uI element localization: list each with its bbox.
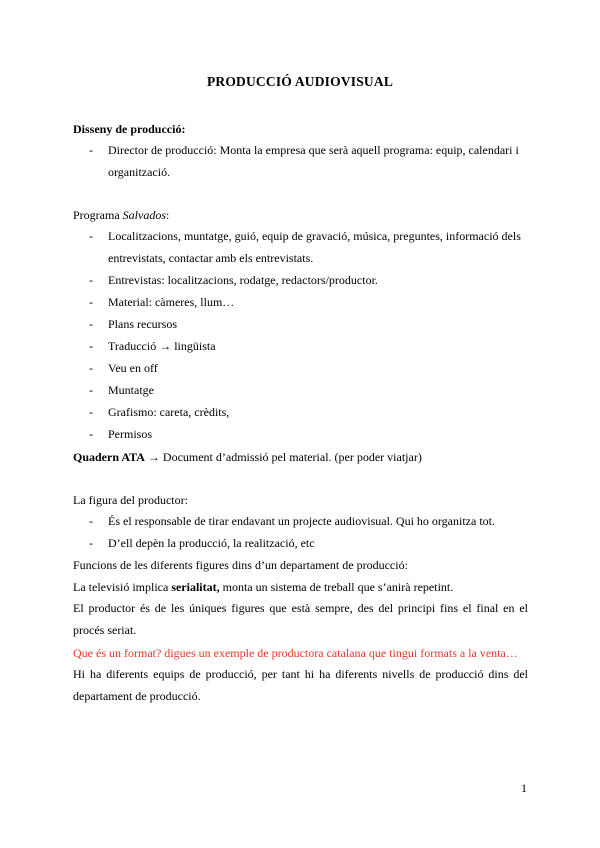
question-line: Que és un format? digues un exemple de productora catalana que tingui formats a la venta… — [73, 646, 518, 660]
list-item: - Localitzacions, muntatge, guió, equip de gravació, música, preguntes, informació dels entrevistats, contactar amb els entrevistats. — [89, 229, 521, 265]
programa-heading: Programa Salvados: — [73, 208, 170, 222]
list-item: - D’ell depèn la producció, la realització, etc — [89, 536, 315, 550]
list-item: - Entrevistas: localitzacions, rodatge, redactors/productor. — [89, 273, 378, 287]
list-item: - Grafismo: careta, crèdits, — [89, 405, 230, 419]
list-item: - Plans recursos — [89, 317, 177, 331]
list-item: - Permisos — [89, 427, 153, 441]
list-item: - Director de producció: Monta la empresa que serà aquell programa: equip, calendari i organització. — [89, 143, 519, 179]
televisio-line: La televisió implica serialitat, monta un sistema de treball que s’anirà repetint. — [73, 580, 454, 594]
funcions-line: Funcions de les diferents figures dins d’un departament de producció: — [73, 558, 408, 572]
programa-list — [73, 225, 528, 445]
list-item: - Traducció → lingüista — [89, 339, 216, 353]
figura-list — [73, 510, 528, 554]
list-item: - Veu en off — [89, 361, 158, 375]
list-item: - Material: càmeres, llum… — [89, 295, 235, 309]
page-number: 1 — [521, 781, 527, 795]
disseny-heading: Disseny de producció: — [73, 122, 186, 136]
figura-heading: La figura del productor: — [73, 493, 188, 507]
disseny-list — [73, 139, 528, 183]
list-item: - És el responsable de tirar endavant un projecte audiovisual. Qui ho organitza tot. — [89, 514, 495, 528]
list-item: - Muntatge — [89, 383, 154, 397]
equips-paragraph: Hi ha diferents equips de producció, per tant hi ha diferents nivells de producció dins del departament de producció. — [73, 667, 528, 703]
document-title: PRODUCCIÓ AUDIOVISUAL — [206, 74, 394, 89]
quadern-ata-line: Quadern ATA → Document d’admissió pel material. (per poder viatjar) — [73, 450, 422, 464]
productor-paragraph: El productor és de les úniques figures que està sempre, des del principi fins el final en el procés seriat. — [73, 601, 528, 637]
